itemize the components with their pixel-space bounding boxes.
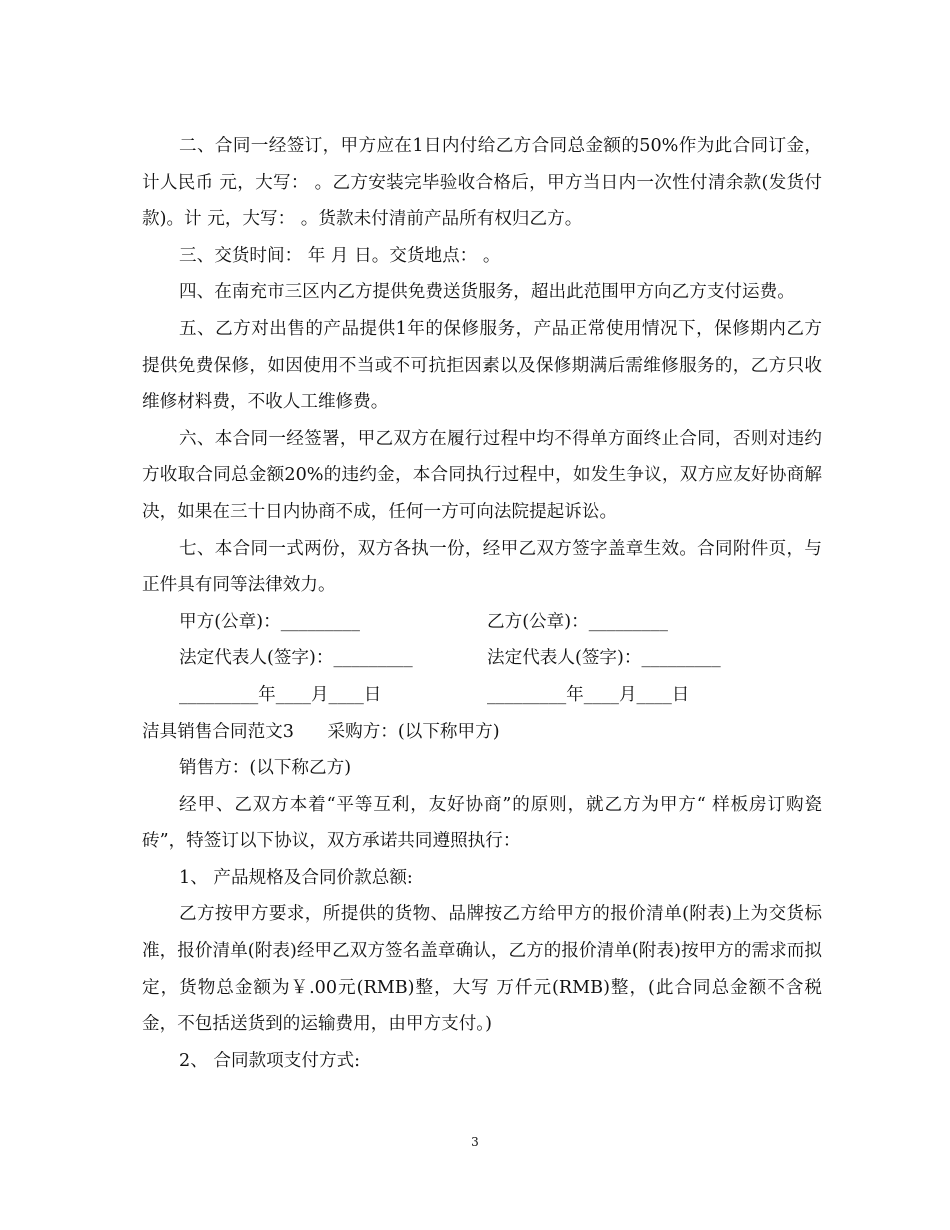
clause-3-paragraph: 三、交货时间： 年 月 日。交货地点： 。	[179, 245, 501, 266]
seller-line: 销售方：(以下称乙方)	[179, 758, 352, 779]
clause-6-paragraph: 六、本合同一经签署，甲乙双方在履行过程中均不得单方面终止合同，否则对违约方收取合同总金额20%的违约金，本合同执行过程中，如发生争议，双方应友好协商解决，如果在三十日内协商不成，任何一方可向法院提起诉讼。	[142, 428, 822, 522]
party-a-rep-field: 法定代表人(签字)：_________	[179, 648, 413, 669]
intro-paragraph: 经甲、乙双方本着“平等互利，友好协商”的原则，就乙方为甲方“ 样板房订购瓷砖”，特签订以下协议，双方承诺共同遵照执行：	[142, 794, 822, 852]
clause-7-paragraph: 七、本合同一式两份，双方各执一份，经甲乙双方签字盖章生效。合同附件页，与正件具有同等法律效力。	[142, 538, 822, 596]
document-body	[142, 128, 822, 1079]
clause-4-paragraph: 四、在南充市三区内乙方提供免费送货服务，超出此范围甲方向乙方支付运费。	[179, 282, 795, 303]
party-b-seal-field: 乙方(公章)：_________	[487, 611, 668, 632]
item-1-body: 乙方按甲方要求，所提供的货物、品牌按乙方给甲方的报价清单(附表)上为交货标准，报价清单(附表)经甲乙双方签名盖章确认，乙方的报价清单(附表)按甲方的需求而拟定，货物总金额为￥.00元(RMB)整，大写 万仟元(RMB)整，(此合同总金额不含税金，不包括送货到的运输费用，由甲方支付。)	[142, 904, 822, 1035]
page-number: 3	[471, 1135, 479, 1149]
signature-rep-row	[142, 640, 822, 677]
signature-date-row	[142, 677, 822, 714]
item-1-title: 1、 产品规格及合同价款总额:	[179, 867, 413, 888]
sample3-heading: 洁具销售合同范文3 采购方：(以下称甲方)	[142, 721, 500, 742]
party-b-rep-field: 法定代表人(签字)：_________	[487, 648, 721, 669]
item-2-title: 2、 合同款项支付方式:	[179, 1050, 361, 1071]
party-a-date-field: _________年____月____日	[179, 684, 382, 705]
signature-seal-row	[142, 604, 822, 641]
party-a-seal-field: 甲方(公章)：_________	[179, 611, 360, 632]
clause-2-paragraph: 二、合同一经签订，甲方应在1日内付给乙方合同总金额的50%作为此合同订金，计人民币 元，大写： 。乙方安装完毕验收合格后，甲方当日内一次性付清余款(发货付款)。计 元，大写： 。货款未付清前产品所有权归乙方。	[142, 136, 822, 230]
clause-5-paragraph: 五、乙方对出售的产品提供1年的保修服务，产品正常使用情况下，保修期内乙方提供免费保修，如因使用不当或不可抗拒因素以及保修期满后需维修服务的，乙方只收维修材料费，不收人工维修费。	[142, 318, 822, 413]
party-b-date-field: _________年____月____日	[487, 684, 690, 705]
